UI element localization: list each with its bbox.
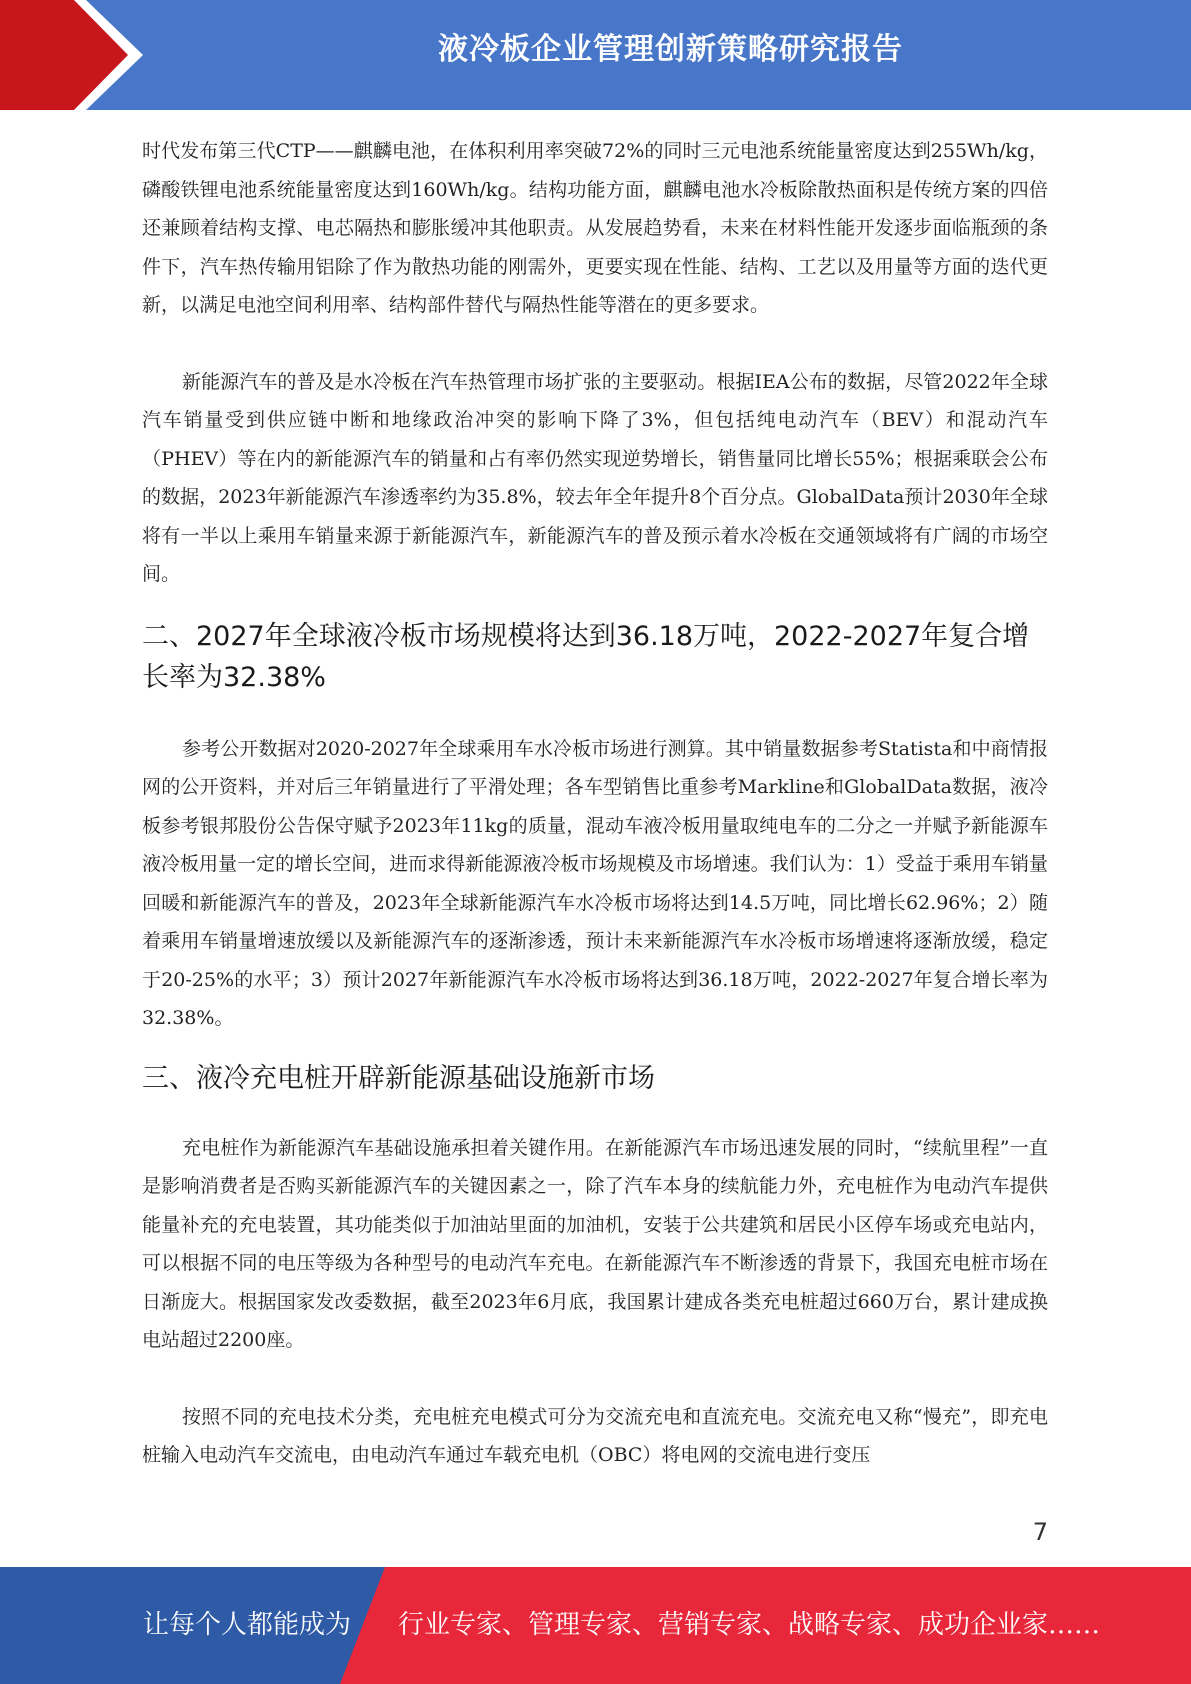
page-number: 7 bbox=[1032, 1518, 1048, 1546]
paragraph: 时代发布第三代CTP——麒麟电池，在体积利用率突破72%的同时三元电池系统能量密度达到255Wh/kg，磷酸铁锂电池系统能量密度达到160Wh/kg。结构功能方面，麒麟电池水冷板除散热面积是传统方案的四倍还兼顾着结构支撑、电芯隔热和膨胀缓冲其他职责。从发展趋势看，未来在材料性能开发逐步面临瓶颈的条件下，汽车热传输用铝除了作为散热功能的刚需外，更要实现在性能、结构、工艺以及用量等方面的迭代更新，以满足电池空间利用率、结构部件替代与隔热性能等潜在的更多要求。 bbox=[142, 140, 1048, 316]
paragraph: 参考公开数据对2020-2027年全球乘用车水冷板市场进行测算。其中销量数据参考Statista和中商情报网的公开资料，并对后三年销量进行了平滑处理；各车型销售比重参考Markline和GlobalData数据，液冷板参考银邦股份公告保守赋予2023年11kg的质量，混动车液冷板用量取纯电车的二分之一并赋予新能源车液冷板用量一定的增长空间，进而求得新能源液冷板市场规模及市场增速。我们认为：1）受益于乘用车销量回暖和新能源汽车的普及，2023年全球新能源汽车水冷板市场将达到14.5万吨，同比增长62.96%；2）随着乘用车销量增速放缓以及新能源汽车的逐渐渗透，预计未来新能源汽车水冷板市场增速将逐渐放缓，稳定于20-25%的水平；3）预计2027年新能源汽车水冷板市场将达到36.18万吨，2022-2027年复合增长率为32.38%。 bbox=[142, 737, 1048, 1029]
header-arrow-decoration bbox=[0, 0, 150, 110]
section-heading: 二、2027年全球液冷板市场规模将达到36.18万吨，2022-2027年复合增长率为32.38% bbox=[142, 620, 1030, 693]
paragraph: 按照不同的充电技术分类，充电桩充电模式可分为交流充电和直流充电。交流充电又称“慢充”，即充电桩输入电动汽车交流电，由电动汽车通过车载充电机（OBC）将电网的交流电进行变压 bbox=[142, 1405, 1048, 1466]
footer-slogan-left: 让每个人都能成为 bbox=[143, 1610, 352, 1640]
paragraph: 新能源汽车的普及是水冷板在汽车热管理市场扩张的主要驱动。根据IEA公布的数据，尽管2022年全球汽车销量受到供应链中断和地缘政治冲突的影响下降了3%，但包括纯电动汽车（BEV）和混动汽车（PHEV）等在内的新能源汽车的销量和占有率仍然实现逆势增长，销售量同比增长55%；根据乘联会公布的数据，2023年新能源汽车渗透率约为35.8%，较去年全年提升8个百分点。GlobalData预计2030年全球将有一半以上乘用车销量来源于新能源汽车，新能源汽车的普及预示着水冷板在交通领域将有广阔的市场空间。 bbox=[142, 370, 1048, 585]
footer-slogan-right: 行业专家、管理专家、营销专家、战略专家、成功企业家…… bbox=[398, 1610, 1101, 1640]
section-heading: 三、液冷充电桩开辟新能源基础设施新市场 bbox=[142, 1062, 655, 1094]
report-title: 液冷板企业管理创新策略研究报告 bbox=[438, 32, 903, 67]
paragraph: 充电桩作为新能源汽车基础设施承担着关键作用。在新能源汽车市场迅速发展的同时，“续航里程”一直是影响消费者是否购买新能源汽车的关键因素之一，除了汽车本身的续航能力外，充电桩作为电动汽车提供能量补充的充电装置，其功能类似于加油站里面的加油机，安装于公共建筑和居民小区停车场或充电站内，可以根据不同的电压等级为各种型号的电动汽车充电。在新能源汽车不断渗透的背景下，我国充电桩市场在日渐庞大。根据国家发改委数据，截至2023年6月底，我国累计建成各类充电桩超过660万台，累计建成换电站超过2200座。 bbox=[142, 1136, 1048, 1351]
page-header bbox=[0, 0, 1191, 110]
page-footer bbox=[0, 1567, 1191, 1684]
page-content bbox=[142, 132, 1048, 1475]
